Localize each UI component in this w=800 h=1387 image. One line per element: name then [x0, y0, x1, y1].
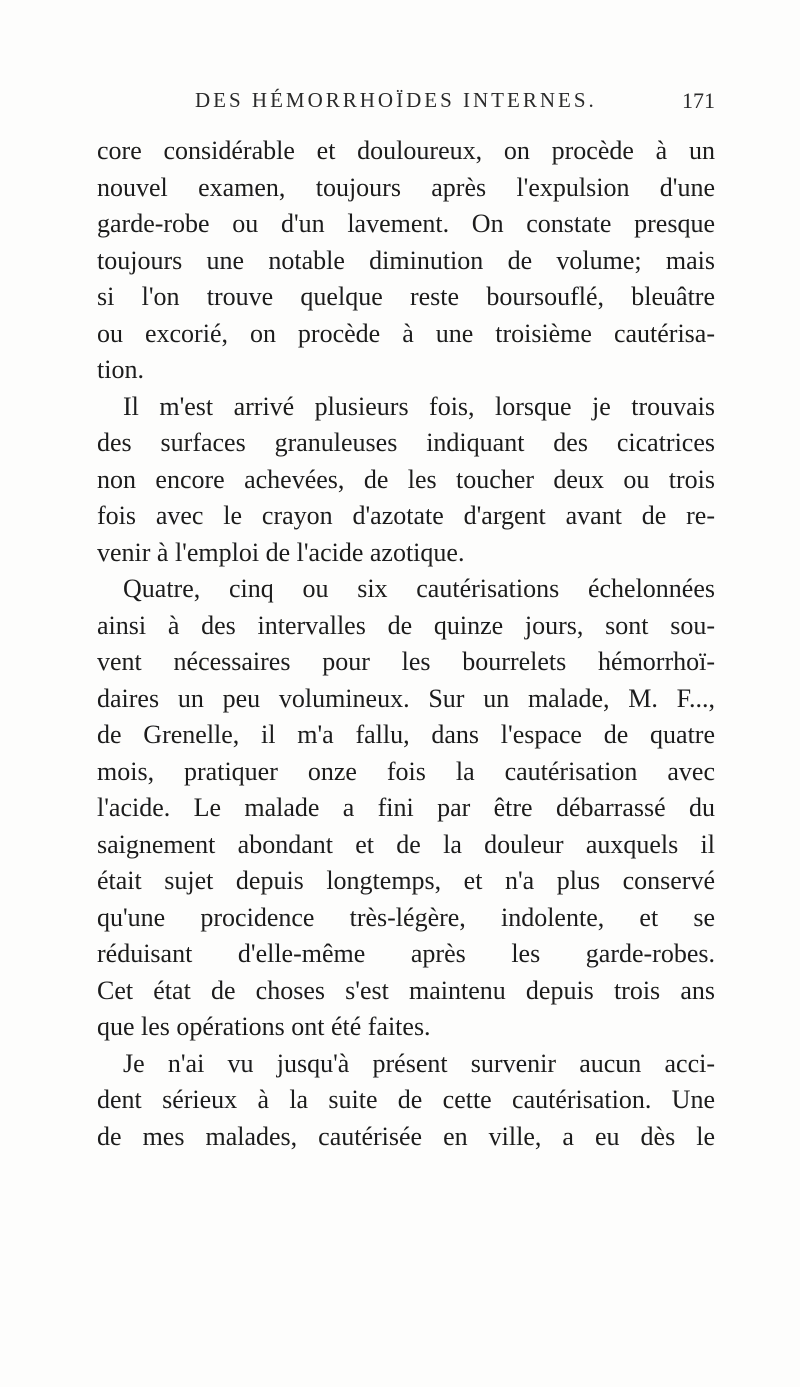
text-line: ou excorié, on procède à une troisième cautérisa- [97, 318, 715, 348]
text-line: ainsi à des intervalles de quinze jours, sont sou- [97, 610, 715, 640]
text-line: Il m'est arrivé plusieurs fois, lorsque je trouvais [123, 391, 715, 421]
running-head [95, 88, 715, 118]
text-line: toujours une notable diminution de volume; mais [97, 245, 715, 275]
text-line: venir à l'emploi de l'acide azotique. [97, 537, 465, 567]
text-line: de mes malades, cautérisée en ville, a eu dès le [97, 1121, 715, 1151]
running-title: DES HÉMORRHOÏDES INTERNES. [195, 88, 597, 112]
text-line: nouvel examen, toujours après l'expulsion d'une [97, 172, 715, 202]
text-line: garde-robe ou d'un lavement. On constate presque [97, 209, 715, 238]
text-line: tion. [97, 355, 144, 384]
text-line: Quatre, cinq ou six cautérisations échelonnées [123, 574, 715, 603]
text-line: daires un peu volumineux. Sur un malade, M. F..., [97, 683, 715, 713]
text-line: qu'une procidence très-légère, indolente, et se [97, 902, 715, 932]
text-line: l'acide. Le malade a fini par être débarrassé du [97, 793, 715, 822]
text-line: des surfaces granuleuses indiquant des cicatrices [97, 428, 715, 457]
text-line: de Grenelle, il m'a fallu, dans l'espace de quatre [97, 720, 715, 749]
body-text [97, 133, 715, 1155]
text-line: Je n'ai vu jusqu'à présent survenir aucun acci- [123, 1048, 715, 1078]
text-line: était sujet depuis longtemps, et n'a plus conservé [97, 866, 715, 895]
text-line: dent sérieux à la suite de cette cautérisation. Une [97, 1085, 715, 1114]
text-line: core considérable et douloureux, on procède à un [97, 136, 715, 165]
page-number: 171 [682, 88, 715, 113]
text-line: que les opérations ont été faites. [97, 1012, 431, 1041]
text-line: saignement abondant et de la douleur auxquels il [97, 829, 715, 859]
text-line: fois avec le crayon d'azotate d'argent avant de re- [97, 501, 715, 530]
text-line: réduisant d'elle-même après les garde-robes. [97, 939, 715, 968]
text-line: mois, pratiquer onze fois la cautérisation avec [97, 756, 715, 786]
text-line: si l'on trouve quelque reste boursouflé, bleuâtre [97, 282, 715, 311]
text-line: non encore achevées, de les toucher deux ou trois [97, 464, 715, 494]
text-line: Cet état de choses s'est maintenu depuis trois ans [97, 975, 715, 1005]
text-line: vent nécessaires pour les bourrelets hémorrhoï- [97, 647, 715, 676]
